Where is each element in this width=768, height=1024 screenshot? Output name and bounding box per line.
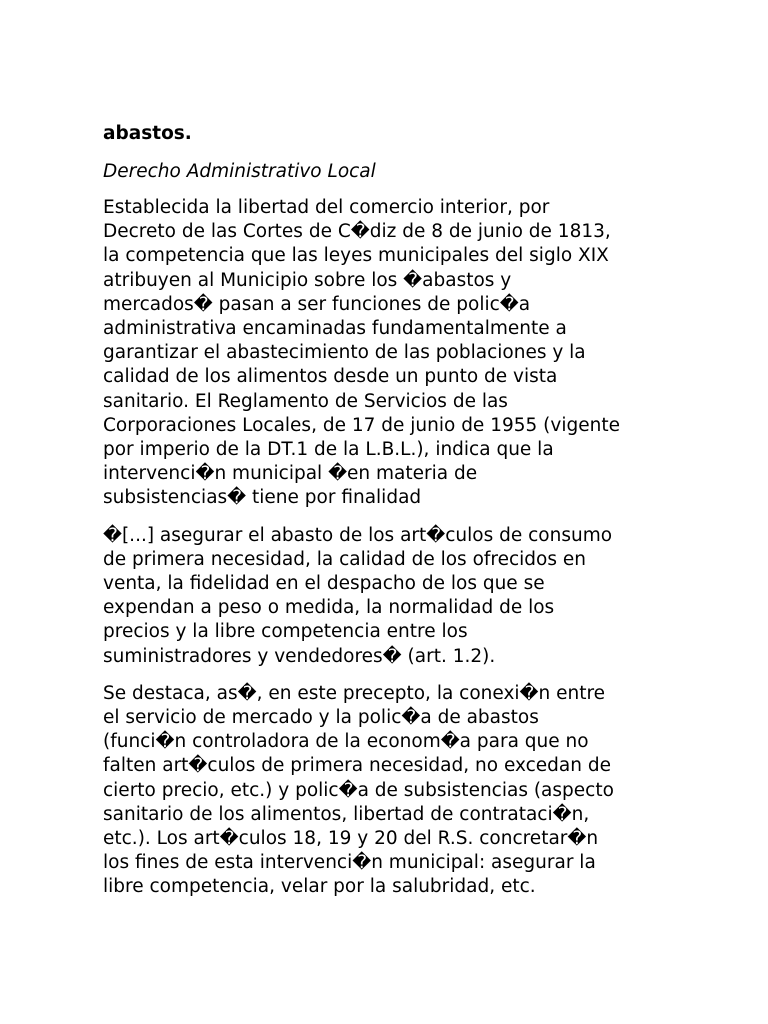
paragraph-line: calidad de los alimentos desde un punto de vista (103, 366, 558, 388)
paragraph-line: la competencia que las leyes municipales del siglo XIX (103, 245, 609, 267)
paragraph-line: Decreto de las Cortes de C�diz de 8 de junio de 1813, (103, 221, 611, 243)
paragraph-line: el servicio de mercado y la polic�a de abastos (103, 707, 539, 729)
paragraph-line: Establecida la libertad del comercio interior, por (103, 197, 550, 218)
paragraph-line: por imperio de la DT.1 de la L.B.L.), indica que la (103, 439, 554, 461)
paragraph-line: Corporaciones Locales, de 17 de junio de 1955 (vigente (103, 414, 620, 436)
paragraph-line: intervenci�n municipal �en materia de (103, 463, 478, 485)
paragraph-line: libre competencia, velar por la salubridad, etc. (103, 876, 536, 898)
paragraph-line: precios y la libre competencia entre los (103, 621, 468, 643)
paragraph-line: atribuyen al Municipio sobre los �abastos y (103, 269, 512, 291)
paragraph-line: cierto precio, etc.) y polic�a de subsistencias (aspecto (103, 779, 614, 801)
paragraph-line: etc.). Los art�culos 18, 19 y 20 del R.S. concretar�n (103, 828, 599, 850)
document-subtitle: Derecho Administrativo Local (103, 161, 376, 182)
paragraph-line: administrativa encaminadas fundamentalmente a (103, 318, 567, 340)
paragraph-line: falten art�culos de primera necesidad, no excedan de (103, 755, 611, 777)
paragraph-line: expendan a peso o medida, la normalidad de los (103, 597, 555, 619)
body-paragraph (103, 682, 683, 900)
paragraph-line: sanitario. El Reglamento de Servicios de las (103, 390, 508, 412)
paragraph-line: Se destaca, as�, en este precepto, la conexi�n entre (103, 682, 606, 704)
document-body (103, 196, 683, 900)
paragraph-line: garantizar el abastecimiento de las poblaciones y la (103, 342, 586, 364)
document-page (103, 122, 683, 913)
paragraph-line: suministradores y vendedores� (art. 1.2). (103, 645, 496, 667)
paragraph-line: los fines de esta intervenci�n municipal: asegurar la (103, 852, 596, 874)
paragraph-line: venta, la fidelidad en el despacho de los que se (103, 573, 545, 595)
paragraph-line: de primera necesidad, la calidad de los ofrecidos en (103, 548, 586, 570)
paragraph-line: mercados� pasan a ser funciones de polic�a (103, 293, 531, 315)
paragraph-line: �[...] asegurar el abasto de los art�culos de consumo (103, 524, 613, 546)
paragraph-line: subsistencias� tiene por finalidad (103, 487, 422, 509)
body-paragraph (103, 524, 683, 669)
body-paragraph (103, 196, 683, 511)
paragraph-line: sanitario de los alimentos, libertad de contrataci�n, (103, 803, 590, 825)
paragraph-line: (funci�n controladora de la econom�a para que no (103, 731, 589, 753)
document-title: abastos. (103, 123, 192, 144)
